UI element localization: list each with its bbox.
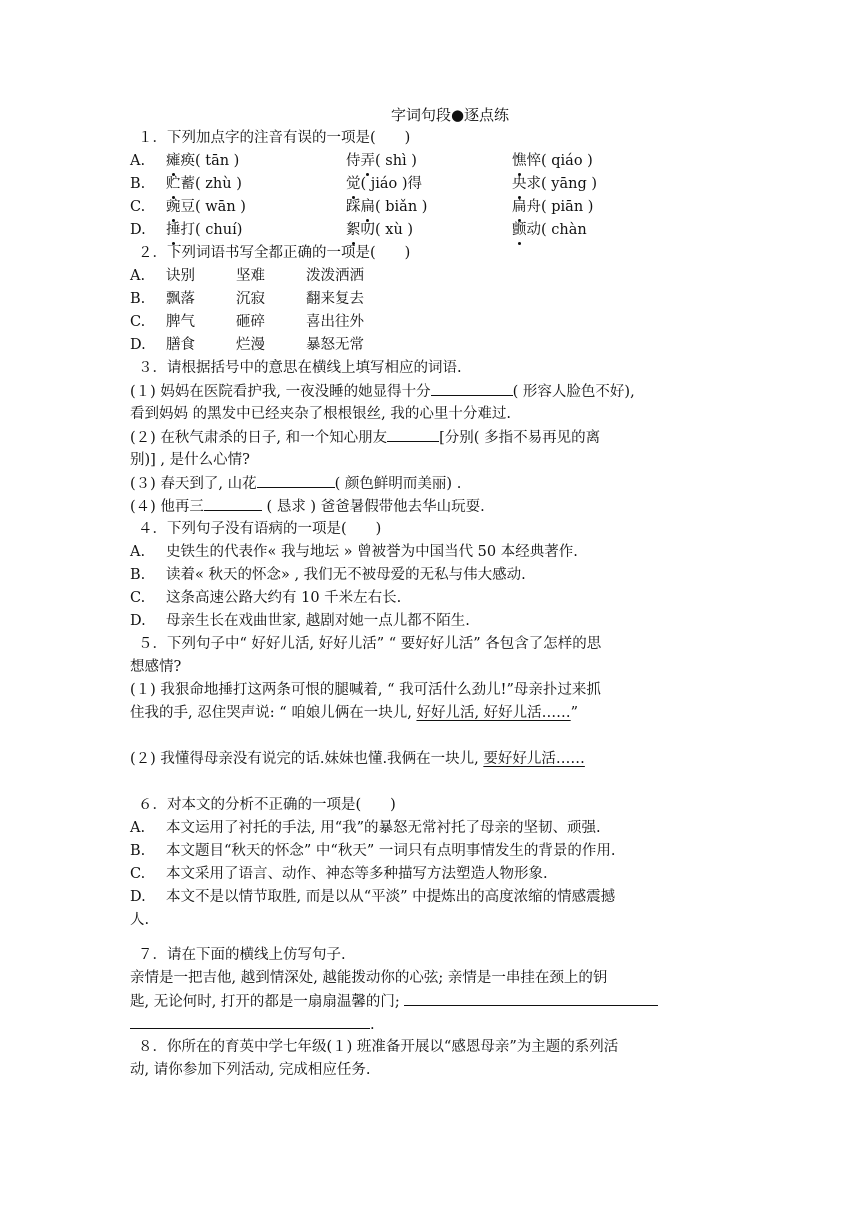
question-2-stem: ２．下列词语书写全都正确的一项是( ) <box>138 245 411 261</box>
q4-option-row <box>130 541 740 564</box>
q2-option-row <box>130 288 740 311</box>
emphasized-char: 颤 <box>512 219 527 242</box>
pinyin-item <box>346 173 512 196</box>
q5-sentence-1-continued <box>130 702 740 725</box>
q3-s3-hint: ( 颜色鲜明而美丽) . <box>334 476 462 492</box>
q5-sentence-1: (１) 我狠命地捶打这两条可恨的腿喊着, “ 我可活什么劲儿!”母亲扑过来抓 <box>130 682 601 698</box>
q3-s4-text: (４) 他再三 <box>130 499 204 515</box>
q5-s1-underlined: 好好儿活, 好好儿活…… <box>416 705 571 721</box>
emphasized-char: 豌 <box>166 196 181 219</box>
pinyin-item <box>346 196 512 219</box>
question-3-sentence-1 <box>130 380 740 403</box>
question-3-sentence-3 <box>130 472 740 495</box>
pinyin-item <box>166 150 346 173</box>
word-item: 脾气 <box>166 314 195 330</box>
item-pinyin: ( jiáo )得 <box>360 176 423 192</box>
pinyin-item <box>166 173 346 196</box>
emphasized-char: 央 <box>512 173 527 196</box>
emphasized-char: 觉 <box>346 173 361 196</box>
option-label[interactable]: D. <box>130 613 146 629</box>
q3-s1-hint: ( 形容人脸色不好), <box>512 384 635 400</box>
option-label[interactable]: A. <box>130 544 146 560</box>
item-prefix: 侍 <box>346 153 361 169</box>
option-label[interactable]: C. <box>130 590 146 606</box>
q6-option-row <box>130 817 740 840</box>
answer-blank[interactable] <box>204 495 262 511</box>
emphasized-char: 扁 <box>512 196 527 219</box>
item-pinyin: ( biǎn ) <box>375 199 428 215</box>
item-pinyin: 叨( xù ) <box>360 222 414 238</box>
q3-s1-text: (１) 妈妈在医院看护我, 一夜没睡的她显得十分 <box>130 384 431 400</box>
q1-option-row <box>130 150 740 173</box>
pinyin-item <box>346 150 512 173</box>
pinyin-item <box>512 150 593 173</box>
option-label[interactable]: A. <box>130 153 146 169</box>
option-label[interactable]: A. <box>130 268 146 284</box>
answer-space[interactable] <box>130 771 740 794</box>
q1-option-row <box>130 219 740 242</box>
page-title: 字词句段●逐点练 <box>390 106 510 124</box>
option-label[interactable]: D. <box>130 889 146 905</box>
q2-option-row <box>130 334 740 357</box>
option-label[interactable]: B. <box>130 291 146 307</box>
q3-s2-continued: 别)] , 是什么心情? <box>130 452 250 468</box>
answer-space[interactable] <box>130 725 740 748</box>
option-label[interactable]: D. <box>130 337 146 353</box>
emphasized-char: 捶 <box>166 219 181 242</box>
item-pinyin: 求( yāng ) <box>526 176 597 192</box>
item-pinyin: ( shì ) <box>375 153 417 169</box>
q5-s2-text: (２) 我懂得母亲没有说完的话.妹妹也懂.我俩在一块儿, <box>130 751 484 767</box>
answer-blank[interactable] <box>387 426 439 442</box>
emphasized-char: 憔 <box>512 150 527 173</box>
imitation-answer-blank-2[interactable] <box>130 1013 370 1029</box>
q4-option-row <box>130 610 740 633</box>
word-item: 坚难 <box>236 268 265 284</box>
item-pinyin: 悴( qiáo ) <box>526 153 593 169</box>
item-pinyin: 豆( wān ) <box>180 199 246 215</box>
q3-s2-text: (２) 在秋气肃杀的日子, 和一个知心朋友 <box>130 430 388 446</box>
worksheet-page <box>130 104 740 1082</box>
word-item: 诀别 <box>166 268 195 284</box>
emphasized-char: 贮 <box>166 173 181 196</box>
question-7-stem: ７．请在下面的横线上仿写句子. <box>138 947 346 963</box>
option-label[interactable]: D. <box>130 222 146 238</box>
item-pinyin: 动( chàn <box>526 222 587 238</box>
word-item: 砸碎 <box>236 314 265 330</box>
word-item: 喜出往外 <box>306 314 364 330</box>
spacer <box>130 932 740 944</box>
question-4-options <box>130 541 740 633</box>
question-6-options <box>130 817 740 909</box>
word-item: 膳食 <box>166 337 195 353</box>
pinyin-item <box>512 219 587 242</box>
question-8-line-1: ８．你所在的育英中学七年级(１) 班准备开展以“感恩母亲”为主题的系列活 <box>138 1039 619 1055</box>
q4-option-row <box>130 587 740 610</box>
q7-example-line-1: 亲情是一把吉他, 越到情深处, 越能拨动你的心弦; 亲情是一串挂在颈上的钥 <box>130 970 608 986</box>
q6-option-row <box>130 840 740 863</box>
q2-option-row <box>130 265 740 288</box>
q6-option-row <box>130 863 740 886</box>
word-item: 烂漫 <box>236 337 265 353</box>
pinyin-item <box>346 219 512 242</box>
answer-blank[interactable] <box>257 472 335 488</box>
option-label[interactable]: B. <box>130 843 146 859</box>
question-5-stem: ５．下列句子中“ 好好儿活, 好好儿活” “ 要好好儿活” 各包含了怎样的思 <box>138 636 602 652</box>
option-text: 这条高速公路大约有 10 千米左右长. <box>166 590 402 606</box>
question-2-options <box>130 265 740 357</box>
option-text: 本文题目“秋天的怀念” 中“秋天” 一词只有点明事情发生的背景的作用. <box>166 843 616 859</box>
question-6-stem: ６．对本文的分析不正确的一项是( ) <box>138 797 396 813</box>
option-label[interactable]: B. <box>130 567 146 583</box>
q7-example-text: 匙, 无论何时, 打开的都是一扇扇温馨的门; <box>130 994 405 1010</box>
q4-option-row <box>130 564 740 587</box>
word-item: 暴怒无常 <box>306 337 364 353</box>
q7-end-period: . <box>370 1017 375 1033</box>
word-item: 飘落 <box>166 291 195 307</box>
option-label[interactable]: A. <box>130 820 146 836</box>
q7-example-line-2 <box>130 990 740 1013</box>
pinyin-item <box>166 196 346 219</box>
option-label[interactable]: C. <box>130 199 146 215</box>
item-pinyin: 打( chuí) <box>180 222 243 238</box>
pinyin-item <box>166 219 346 242</box>
option-label[interactable]: C. <box>130 314 146 330</box>
question-3-stem: ３．请根据括号中的意思在横线上填写相应的词语. <box>138 360 462 376</box>
q6-option-row <box>130 886 740 909</box>
q7-answer-line-2 <box>130 1013 740 1036</box>
item-pinyin: 舟( piān ) <box>526 199 594 215</box>
q5-sentence-2 <box>130 748 740 771</box>
q3-s3-text: (３) 春天到了, 山花 <box>130 476 257 492</box>
q3-s2-hint: [分别( 多指不易再见的离 <box>439 430 601 446</box>
option-label[interactable]: C. <box>130 866 146 882</box>
item-pinyin: 蓄( zhù ) <box>180 176 242 192</box>
question-4-stem: ４．下列句子没有语病的一项是( ) <box>138 521 382 537</box>
option-text: 本文不是以情节取胜, 而是以从“平淡” 中提炼出的高度浓缩的情感震撼 <box>166 889 616 905</box>
q3-s4-hint: ( 恳求 ) 爸爸暑假带他去华山玩耍. <box>261 499 485 515</box>
option-label[interactable]: B. <box>130 176 146 192</box>
question-1-stem: １．下列加点字的注音有误的一项是( ) <box>138 130 411 146</box>
imitation-answer-blank[interactable] <box>404 990 658 1006</box>
word-item: 沉寂 <box>236 291 265 307</box>
q3-s1-continued: 看到妈妈 的黑发中已经夹杂了根根银丝, 我的心里十分难过. <box>130 406 511 422</box>
option-text: 读着« 秋天的怀念» , 我们无不被母爱的无私与伟大感动. <box>166 567 526 583</box>
option-text: 母亲生长在戏曲世家, 越剧对她一点儿都不陌生. <box>166 613 470 629</box>
q1-option-row <box>130 173 740 196</box>
q1-option-row <box>130 196 740 219</box>
q6-option-d-continued: 人. <box>130 912 150 928</box>
emphasized-char: 扁 <box>361 196 376 219</box>
q5-s1-close-quote: ” <box>570 705 579 721</box>
question-8-line-2: 动, 请你参加下列活动, 完成相应任务. <box>130 1062 371 1078</box>
q2-option-row <box>130 311 740 334</box>
option-text: 本文运用了衬托的手法, 用“我”的暴怒无常衬托了母亲的坚韧、顽强. <box>166 820 601 836</box>
pinyin-item <box>512 196 593 219</box>
emphasized-char: 絮 <box>346 219 361 242</box>
q5-s2-underlined: 要好好儿活…… <box>483 751 585 767</box>
emphasized-char: 瘫 <box>166 150 181 173</box>
option-text: 本文采用了语言、动作、神态等多种描写方法塑造人物形象. <box>166 866 548 882</box>
option-text: 史铁生的代表作« 我与地坛 » 曾被誉为中国当代 50 本经典著作. <box>166 544 578 560</box>
item-prefix: 踩 <box>346 199 361 215</box>
question-1-options <box>130 150 740 242</box>
emphasized-char: 弄 <box>361 150 376 173</box>
pinyin-item <box>512 173 597 196</box>
question-3-sentence-4 <box>130 495 740 518</box>
question-5-stem-continued: 想感情? <box>130 659 182 675</box>
q5-s1-text: 住我的手, 忍住哭声说: “ 咱娘儿俩在一块儿, <box>130 705 417 721</box>
question-3-sentence-2 <box>130 426 740 449</box>
answer-blank[interactable] <box>431 380 513 396</box>
word-item: 翻来复去 <box>306 291 364 307</box>
word-item: 泼泼洒洒 <box>306 268 364 284</box>
item-pinyin: 痪( tān ) <box>180 153 240 169</box>
